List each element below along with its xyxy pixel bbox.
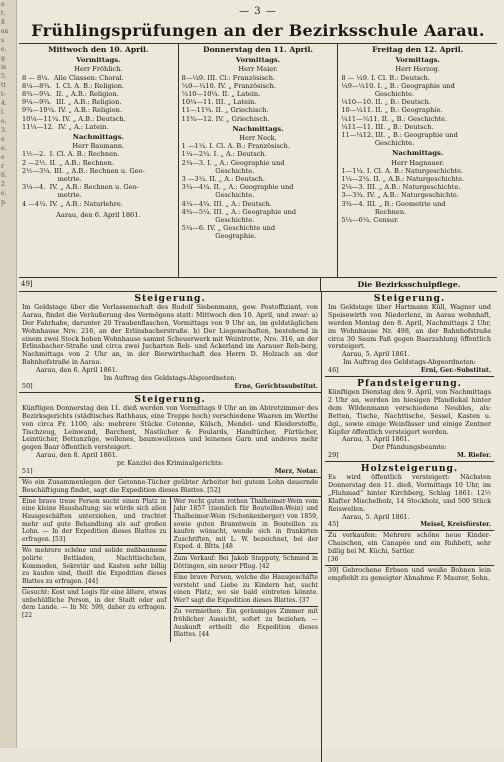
schedule-row: 1¼—2¼. II. „ A.B.: Naturgeschichte.	[341, 175, 465, 184]
schedule-row: 8¼—8¾. I. Cl. A. B.: Religion.	[22, 81, 125, 90]
schedule-footer	[19, 278, 497, 292]
session-label: Vormittags.	[235, 56, 281, 65]
ad-heading: Steigerung.	[373, 293, 446, 304]
schedule-row: 2½—3¼. III. „ A.B.: Rechnen u. Geo-	[22, 166, 145, 175]
ad-tag: 29]	[328, 451, 339, 460]
small-ad: Gesucht: Kost und Logis für eine ältere, etwas unbehülfliche Person, in der Stadt oder auf dem Lande. — In Nr. 599, daher zu erfragen. [22	[22, 589, 167, 620]
schedule-row: ¼9—¼10. IV. „ Französisch.	[181, 81, 277, 90]
schedule-row: 10¼—11¼. IV. „ A.B.: Deutsch.	[22, 114, 126, 123]
small-ads-right	[170, 497, 322, 642]
ad-footer	[22, 383, 318, 391]
ad-text: Zu verkaufen: Mehrere schöne neue Kinder-Chaischen, ein Canapée und ein Ruhbett, sehr billig bei M. Küchi, Sattler.	[328, 531, 491, 556]
advertisement	[325, 376, 494, 461]
examiner-name: Herr Baumann.	[72, 142, 125, 151]
schedule-row: 11¼—12. IV. „ A.: Latein.	[22, 122, 109, 131]
schedule-row: 4 —4¼. IV. „ A.B.: Naturlehre.	[22, 199, 123, 208]
ad-text: Es wird öffentlich versteigert: Nächsten Donnerstag den 11. dieß, Vormittags 10 Uhr, im „Fluhmad“ hinter Kirchberg, Schlag 1861: 12½ Klafter Mischelholz, 14 Stockholz, und 500 Stück Reiswellen.	[328, 473, 491, 513]
schedule-row: 9¾—10¼. IV. „ A.B.: Religion.	[22, 106, 122, 115]
exam-schedule	[19, 43, 497, 278]
schedule-row: 10¼—11. III. „ Latein.	[181, 98, 257, 107]
ad-tag: 45]	[328, 520, 339, 529]
schedule-row: 3 —3¼. II. „ A.: Deutsch.	[181, 175, 265, 184]
day-column	[337, 44, 497, 277]
ad-heading: Holzsteigerung.	[360, 463, 459, 475]
schedule-row: 8¾—9¼. II. „ A.B.: Religion.	[22, 90, 119, 99]
schedule-row: 3¼—4¼. II. „ A.: Geographie und	[181, 183, 294, 192]
ad-text: Wo ein Zusammenlegen der Getonne-Tücher geübter Arbeiter bei gutem Lohn dauernde Beschäftigung findet, sagt die Expedition dieses Blattes. [52]	[22, 477, 318, 494]
examiner-name: Herr Fröhlich.	[74, 65, 123, 74]
advertisement	[325, 292, 494, 376]
margin-fragment: t-	[1, 91, 6, 98]
schedule-row: ¼10—10. II. „ B.: Deutsch.	[341, 98, 431, 107]
ad-signature: M. Riefer.	[456, 452, 491, 460]
margin-fragment: r	[1, 163, 4, 170]
schedule-row: ¼11—11. III. „ B.: Deutsch.	[341, 122, 434, 131]
examiner-name: Herr Maier.	[238, 65, 278, 74]
schedule-signature: Die Bezirksschulpflege.	[320, 278, 497, 291]
advertisement	[325, 565, 494, 584]
margin-fragment: g.	[1, 55, 7, 62]
ad-signature: Merz, Notar.	[274, 468, 318, 476]
ad-heading: Pfandsteigerung.	[357, 378, 462, 390]
schedule-row: 11¾—12. IV. „ Griechisch.	[181, 114, 270, 123]
classifieds	[19, 292, 497, 762]
ad-footer	[328, 521, 491, 529]
day-column	[178, 44, 338, 277]
adjacent-page-margin	[0, 0, 17, 748]
margin-fragment: 5.	[1, 73, 7, 80]
margin-fragment: en	[1, 28, 9, 35]
examiner-name: Herr Hagnauer.	[391, 158, 445, 167]
ad-signature: Erni, Ger.-Substitut.	[420, 367, 491, 375]
schedule-row: 5¼—6¼. Censur.	[341, 216, 399, 225]
ad-text: Künftigen Donnerstag den 11. dieß werden von Vormittags 9 Uhr an im Abtretzimmer des Bezirksgerichts (städtisches Rathhaus, eine Treppe hoch) verschiedene Waaren im Werthe von circa Fr. 1100, als: mehrere Stücke Cotonne, Kölsch, Mendel- und Kleiderstoffe, Tischzeug, Leinwand, Barchent, Nastücher & Foulards, Handtücher, Fürtücher, Leintücher, Bettanzüge, wollenes, baumwollenes und leinenes Garn und anderes mehr gegen Baar öffentlich versteigert.	[22, 403, 318, 452]
schedule-row: ¼11—¼11. II. „ B.: Geschichte.	[341, 114, 448, 123]
session-label: Nachmittags.	[72, 133, 124, 142]
schedule-row: Geschichte.	[181, 166, 255, 175]
classifieds-right-column	[322, 292, 497, 762]
schedule-tag: 49]	[21, 280, 33, 288]
ad-date: Aarau, den 8. April 1861.	[36, 451, 118, 460]
margin-fragment: tt	[1, 82, 6, 89]
schedule-row: ¼10—10¼. II. „ Latein.	[181, 90, 261, 99]
schedule-row: 4¾—5¼. III. „ A.: Geographie und	[181, 207, 297, 216]
margin-fragment: e.	[1, 46, 7, 53]
margin-fragment: 3.	[1, 127, 7, 134]
schedule-row: 2¼—3. I. „ A.: Geographie und	[181, 158, 285, 167]
margin-fragment: e	[1, 136, 5, 143]
ad-tag: 46]	[328, 366, 339, 375]
ad-footer	[328, 452, 491, 460]
schedule-row: 11—¼12. III. „ B.: Geographie und	[341, 131, 458, 140]
schedule-row: metrie.	[22, 175, 82, 184]
schedule-row: 2 —2½. II. „ A.B.: Rechnen.	[22, 158, 114, 167]
schedule-row: 1—1¼. I. Cl. A. B.: Naturgeschichte.	[341, 166, 464, 175]
ad-text: Künftigen Dienstag den 9. April, von Nachmittags 2 Uhr an, werden im hiesigen Pfandlokal hinter dem Wildenmann verschiedene Neubles, als: Betten, Tische, Nachttische, Sessel, Kasten u. dgl., sowie einige Weinfässer und einige Zentner Kupfer öffentlich versteigert werden.	[328, 387, 491, 436]
ad-mandate: Im Auftrag des Geldstags-Abgeordneten:	[103, 374, 237, 383]
schedule-row: 1½—2. I. Cl. A. B.: Rechnen.	[22, 150, 120, 159]
advertisement	[325, 461, 494, 530]
small-ad: Zum Verkauf: Bei Jakob Stapputy, Schmied in Döttingen, ein neuer Pflug. [42	[173, 554, 318, 570]
margin-fragment: p.	[1, 199, 7, 206]
small-ad: Eine brave Person, welche die Hausgeschäfte versteht und Liebe zu Kindern hat, sucht einen Platz, wo sie bald eintreten könnte. Wer? sagt die Expedition dieses Blattes. [37	[173, 574, 318, 604]
schedule-row: ¼9—¼10. I. „ B.: Geographie und	[341, 81, 455, 90]
margin-fragment: 8	[1, 19, 5, 26]
schedule-row: 3¾—4. III. „ B.: Geometrie und	[341, 199, 446, 208]
margin-fragment: e.	[1, 118, 7, 125]
day-column	[19, 44, 178, 277]
ad-text: 39] Gebrochene Erbsen und weiße Bohnen lein empfiehlt zu geneigter Abnahme F. Maurer, Sohn.	[328, 566, 491, 582]
schedule-row: 3—3¾. IV. „ A.B.: Naturgeschichte.	[341, 191, 459, 200]
ad-signature: Meisel, Kreisförster.	[420, 521, 491, 529]
schedule-row: Geographie.	[181, 232, 257, 241]
session-label: Vormittags.	[76, 56, 121, 65]
advertisement	[19, 292, 321, 392]
small-ad: Wo mehrere schöne und solide nußbaumene polirte Bettladen, Nachttischchen, Kommoden, Sekretär und Kasten sehr billig zu kaufen sind, theilt die Expedition dieses Blattes zu erfragen. [44]	[22, 547, 167, 585]
schedule-row: 9¼—9¾. III. „ A.B.: Religion.	[22, 98, 122, 107]
schedule-row: 5¼—6. IV. „ Geschichte und	[181, 224, 276, 233]
schedule-row: Geschichte.	[181, 216, 255, 225]
ad-signature: Erne, Gerichtssubstitut.	[234, 382, 318, 390]
ad-mandate: Der Pfandungsbeamte:	[372, 443, 447, 452]
schedule-row: 1 —1¼. I. Cl. A. B.: Französisch.	[181, 142, 290, 151]
schedule-row: 3¼—4. IV. „ A.B.: Rechnen u. Geo-	[22, 183, 139, 192]
advertisement	[19, 477, 321, 496]
ad-date: Aarau, 5. April 1861.	[342, 512, 410, 521]
ad-heading: Steigerung.	[134, 293, 206, 304]
margin-fragment: e	[1, 154, 5, 161]
margin-fragment: ie	[1, 64, 7, 71]
page-content	[19, 6, 497, 762]
margin-fragment: 2	[1, 181, 5, 188]
ad-date: Aarau, 5. April 1861.	[342, 350, 410, 359]
schedule-row: 10—¼11. II. „ B.: Geographie.	[341, 106, 443, 115]
margin-fragment: l.	[1, 109, 5, 116]
ad-footer	[328, 556, 491, 564]
schedule-row: 8 — ¼9. I. Cl. B.: Deutsch.	[341, 73, 431, 82]
ad-footer	[22, 468, 318, 476]
margin-fragment: 4.	[1, 100, 7, 107]
margin-fragment: e.	[1, 145, 7, 152]
small-ad: Wer recht guten rothen Thalheimer-Wein vom Jahr 1857 (ziemlich für Bouteillen-Wein) und Thalheimer-Wein (Schenkenberger) von 1859, sowie guten Branntwein in Bouteillen zu kaufen wünscht, wende sich in frankirten Zuschriften, mit L. W. bezeichnet, bei der Exped. d. Bltts. [48	[173, 497, 318, 551]
ad-heading: Steigerung.	[134, 393, 206, 405]
session-label: Vormittags.	[395, 56, 440, 65]
schedule-dateline: Aarau, den 6. April 1861.	[56, 210, 141, 219]
examiner-name: Herr Herzog.	[395, 65, 440, 74]
margin-fragment: e	[1, 1, 5, 8]
page-number: — 3 —	[239, 6, 277, 17]
day-heading: Mittwoch den 10. April.	[48, 45, 149, 54]
ad-footer	[328, 367, 491, 375]
schedule-row: 8—¼9. III. Cl.: Französisch.	[181, 73, 276, 82]
ad-tag: 51]	[22, 467, 33, 476]
ad-date: Aarau, 3. April 1861.	[342, 435, 410, 444]
schedule-row: metrie.	[22, 191, 82, 200]
ad-text: Im Geldstage über Hartmann Küll, Wagner und Speisewirth von Niederlenz, in Aarau wohnhaft, werden Montag den 8. April, Nachmittags 2 Uhr, im Wohnhause Nr. 498, an der Bahnhofstraße circa 30 Saum Faß gegen Baarzahlung öffentlich versteigert.	[328, 302, 491, 351]
schedule-row: Geschichte.	[341, 139, 415, 148]
page-title: Frühlingsprüfungen an der Bezirksschule Aarau.	[31, 21, 485, 40]
small-ad: Eine brave treue Person sucht einen Platz in eine kleine Haushaltung; sie würde sich allen Hausgeschäften unterziehen, und trachtet mehr auf gute Behandlung als auf großen Lohn. — In der Expedition dieses Blattes zu erfragen. [53]	[22, 497, 167, 543]
small-ads-left	[19, 497, 170, 642]
advertisement	[19, 392, 321, 477]
ad-text: Im Geldstage über die Verlassenschaft des Rudolf Siebenmann, gew. Postoffiziant, von Aarau, findet die Veräußerung des Vermögens statt: Mittwoch den 10. April, und zwar: a) Der Fahrhabe, darunter 20 Traubenflaschen, Vormittags von 9 Uhr an, im geldstäglichen Wohnhause Nro. 216, an der Erlinsbacherstraße. b) Der Liegenschaften, bestehend in einem zwei Stock hohen Wohnhause sammt Scheuerwerk mit Weintrotte, Nro. 316, an der Erlinsbacher-Straße und circa zwei Jucharten Reb- und Ackerland im Aarauer Reb-berg, Nachmittags von 2 Uhr an, in der Bierwirthschaft des Herrn D. Holzach an der Bahnhofstraße in Aarau.	[22, 302, 318, 367]
schedule-row: 8 — 8¼. Alle Classen: Choral.	[22, 73, 124, 82]
advertisement	[325, 530, 494, 565]
margin-fragment: e.	[1, 190, 7, 197]
margin-fragment: 6.	[1, 172, 7, 179]
ad-mandate: Im Auftrag des Geldstags-Abgeordneten:	[343, 358, 476, 367]
ad-date: Aarau, den 6. April 1861.	[36, 366, 118, 375]
margin-fragment: t.	[1, 10, 6, 17]
classifieds-left-column	[19, 292, 322, 762]
schedule-row: 1¼—2¼. I. „ A.: Deutsch.	[181, 150, 267, 159]
margin-fragment: s	[1, 37, 5, 44]
small-ad: Zu vermiethen: Ein geräumiges Zimmer mit fröhlicher Aussicht, sofort zu beziehen. — Auskunft ertheilt die Expedition dieses Blattes. [44	[173, 608, 318, 639]
session-label: Nachmittags.	[232, 124, 284, 133]
schedule-row: 4¼—4¾. III. „ A.: Deutsch.	[181, 199, 272, 208]
schedule-row: Geschichte.	[181, 191, 255, 200]
schedule-row: Geschichte.	[341, 90, 415, 99]
day-heading: Freitag den 12. April.	[372, 45, 464, 54]
small-ads	[19, 496, 321, 642]
ad-mandate: pr. Kanzlei des Kriminalgerichts:	[116, 459, 224, 468]
ad-tag: 50]	[22, 381, 33, 390]
schedule-row: 2¼—3. III. „ A.B.: Naturgeschichte.	[341, 183, 461, 192]
day-heading: Donnerstag den 11. April.	[203, 45, 313, 54]
schedule-row: 11—11¾. II. „ Griechisch.	[181, 106, 269, 115]
session-label: Nachmittags.	[392, 149, 444, 158]
ad-tag: [36	[328, 555, 339, 564]
examiner-name: Herr Neck.	[239, 134, 277, 143]
schedule-row: Rechnen.	[341, 207, 407, 216]
